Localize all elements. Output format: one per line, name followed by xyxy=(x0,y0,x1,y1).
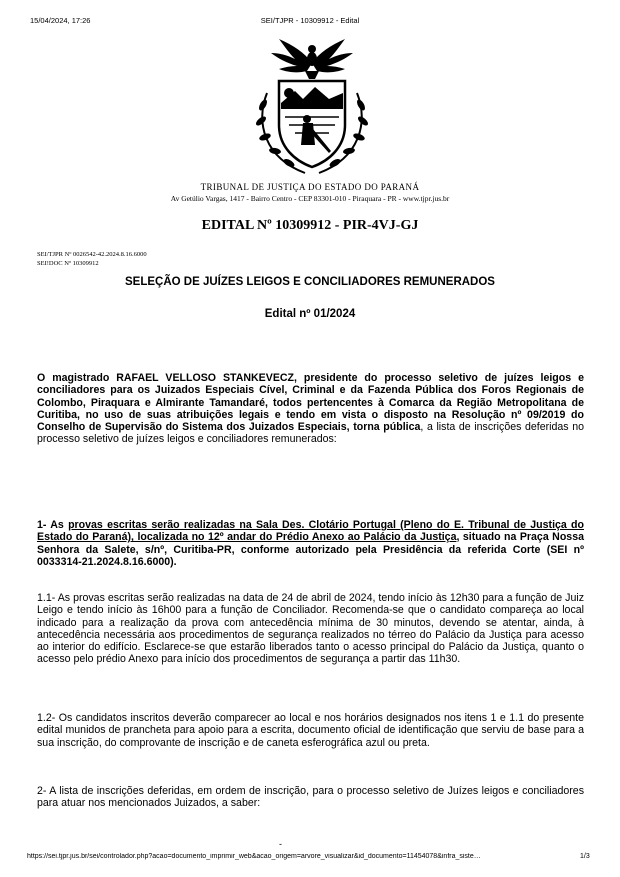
org-address: Av Getúlio Vargas, 1417 - Bairro Centro - CEP 83301-010 - Piraquara - PR - www.tjpr.jus.br xyxy=(170,194,450,203)
intro-bold-text: O magistrado RAFAEL VELLOSO STANKEVECZ, presidente do processo seletivo de juízes leigos e conciliadores para os Juizados Especiais Cível, Criminal e da Fazenda Pública dos Foros Regionais de Colombo, Piraquara e Almirante Tamandaré, todos pertencentes à Comarca da Região Metropolitana de Curitiba, no uso de suas atribuições legais e tendo em vista o disposto na Resolução nº 09/2019 do Conselho de Supervisão do Sistema dos Juizados Especiais, torna pública xyxy=(37,372,584,434)
item-1-rest: , situado na Praça Nossa Senhora da Salete, s/nº, Curitiba-PR, conforme autorizado pela Presidência da referida Corte (SEI nº 0033314-21.2024.8.16.6000). xyxy=(37,531,584,568)
page-break-dash: - xyxy=(279,839,282,849)
parana-coat-of-arms-icon xyxy=(245,33,379,179)
intro-rest-text: , a lista de inscrições deferidas no processo seletivo de juízes leigos e conciliadores remunerados: xyxy=(37,421,584,446)
sei-process-number: SEI/TJPR Nº 0026542-42.2024.8.16.6000 xyxy=(37,251,147,258)
section-heading: SELEÇÃO DE JUÍZES LEIGOS E CONCILIADORES REMUNERADOS xyxy=(125,276,495,288)
sei-document-number: SEI!DOC Nº 10309912 xyxy=(37,260,99,267)
print-datetime: 15/04/2024, 17:26 xyxy=(30,16,91,25)
item-1-underlined: provas escritas serão realizadas na Sala Des. Clotário Portugal (Pleno do E. Tribunal de Justiça do Estado do Paraná), localizada no 12º andar do Prédio Anexo ao Palácio da Justiça xyxy=(37,519,584,544)
item-1-1-paragraph: 1.1- As provas escritas serão realizadas na data de 24 de abril de 2024, tendo início às 12h30 para a função de Juiz Leigo e tendo início às 16h00 para a função de Conciliador. Recomenda-se que o candidato compareça ao local indicado para a realização da prova com antecedência mínima de 30 minutos, devendo se atentar, ainda, à antecedência necessária aos procedimentos de segurança realizados no térreo do Palácio da Justiça para acesso ao interior do edifício. Esclarece-se que estarão liberados tanto o acesso principal do Palácio da Justiça, quanto o acesso pelo prédio Anexo para início dos procedimentos de segurança a partir das 11h30. xyxy=(37,592,584,666)
sei-metadata xyxy=(37,250,147,268)
item-1-paragraph xyxy=(37,519,584,568)
edital-number: Edital nº 01/2024 xyxy=(264,308,356,320)
print-doc-label: SEI/TJPR - 10309912 - Edital xyxy=(260,16,360,25)
item-1-lead: 1- As xyxy=(37,519,69,531)
item-2-paragraph: 2- A lista de inscrições deferidas, em ordem de inscrição, para o processo seletivo de Juízes leigos e conciliadores para atuar nos mencionados Juizados, a saber: xyxy=(37,785,584,810)
print-page-number: 1/3 xyxy=(580,853,590,860)
item-1-2-paragraph: 1.2- Os candidatos inscritos deverão comparecer ao local e nos horários designados nos itens 1 e 1.1 do presente edital munidos de prancheta para apoio para a escrita, documento oficial de identificação que serviu de base para a sua inscrição, do comprovante de inscrição e de caneta esferográfica azul ou preta. xyxy=(37,712,584,749)
org-name: TRIBUNAL DE JUSTIÇA DO ESTADO DO PARANÁ xyxy=(200,182,420,192)
intro-paragraph xyxy=(37,372,584,446)
document-title: EDITAL Nº 10309912 - PIR-4VJ-GJ xyxy=(201,218,419,233)
print-footer-url: https://sei.tjpr.jus.br/sei/controlador.php?acao=documento_imprimir_web&acao_origem=arvore_visualizar&id_documento=11454078&infra_siste… xyxy=(27,853,481,860)
